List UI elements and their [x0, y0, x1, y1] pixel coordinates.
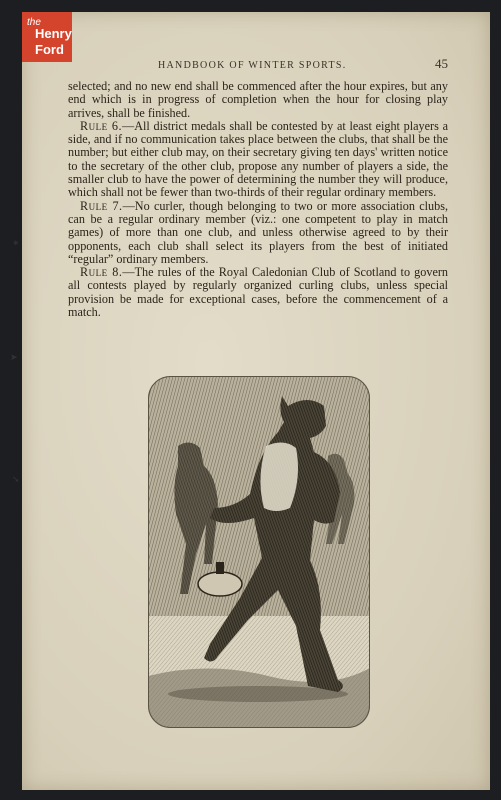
rule-7-label: Rule 7.	[80, 198, 123, 213]
paragraph-continuation: selected; and no new end shall be commenced after the hour expires, but any end which is in progress of completion when the hour for closing play arrives, shall be finished.	[68, 79, 448, 120]
rule-6-label: Rule 6.	[80, 118, 122, 133]
curler-engraving	[148, 376, 370, 728]
engraving-scene	[148, 376, 370, 728]
rule-6-text: —All district medals shall be contested by at least eight players a side, and if no communication takes place between the clubs, that shall be the number; but either club may, on their secretary giving ten days' written notice to the secretary of the other club, propose any number of players a side, the smaller club to have the power of determining the number they will produce, which shall not be fewer than two-thirds of their regular ordinary members.	[68, 118, 449, 200]
margin-mark: ✶	[12, 238, 20, 248]
henry-ford-logo	[22, 12, 72, 62]
rule-8-text: —The rules of the Royal Caledonian Club of Scotland to govern all contests played by regularly organized curling clubs, unless special provision be made for exceptional cases, before the commencement of a match.	[68, 265, 449, 320]
margin-mark: ➤	[10, 352, 18, 362]
paragraph-rule-7	[68, 200, 448, 266]
rule-8-label: Rule 8.	[80, 265, 123, 280]
logo-line-3: Ford	[35, 42, 64, 57]
margin-mark: ➘	[12, 474, 20, 484]
book-page	[10, 12, 490, 790]
paragraph-rule-6	[68, 120, 448, 200]
page-number: 45	[435, 56, 448, 71]
running-title: HANDBOOK OF WINTER SPORTS.	[158, 60, 347, 71]
logo-line-2: Henry	[35, 26, 72, 41]
logo-line-1: the	[27, 17, 41, 28]
rule-7-text: —No curler, though belonging to two or more association clubs, can be a regular ordinary member (viz.: one competent to play in match games) of more than one club, and unless otherwise agreed to by their opponents, each club shall select its players from the best of initiated “regular” ordinary members.	[68, 198, 448, 266]
running-header	[68, 56, 448, 72]
page-text	[68, 80, 448, 319]
paragraph-rule-8	[68, 266, 448, 319]
